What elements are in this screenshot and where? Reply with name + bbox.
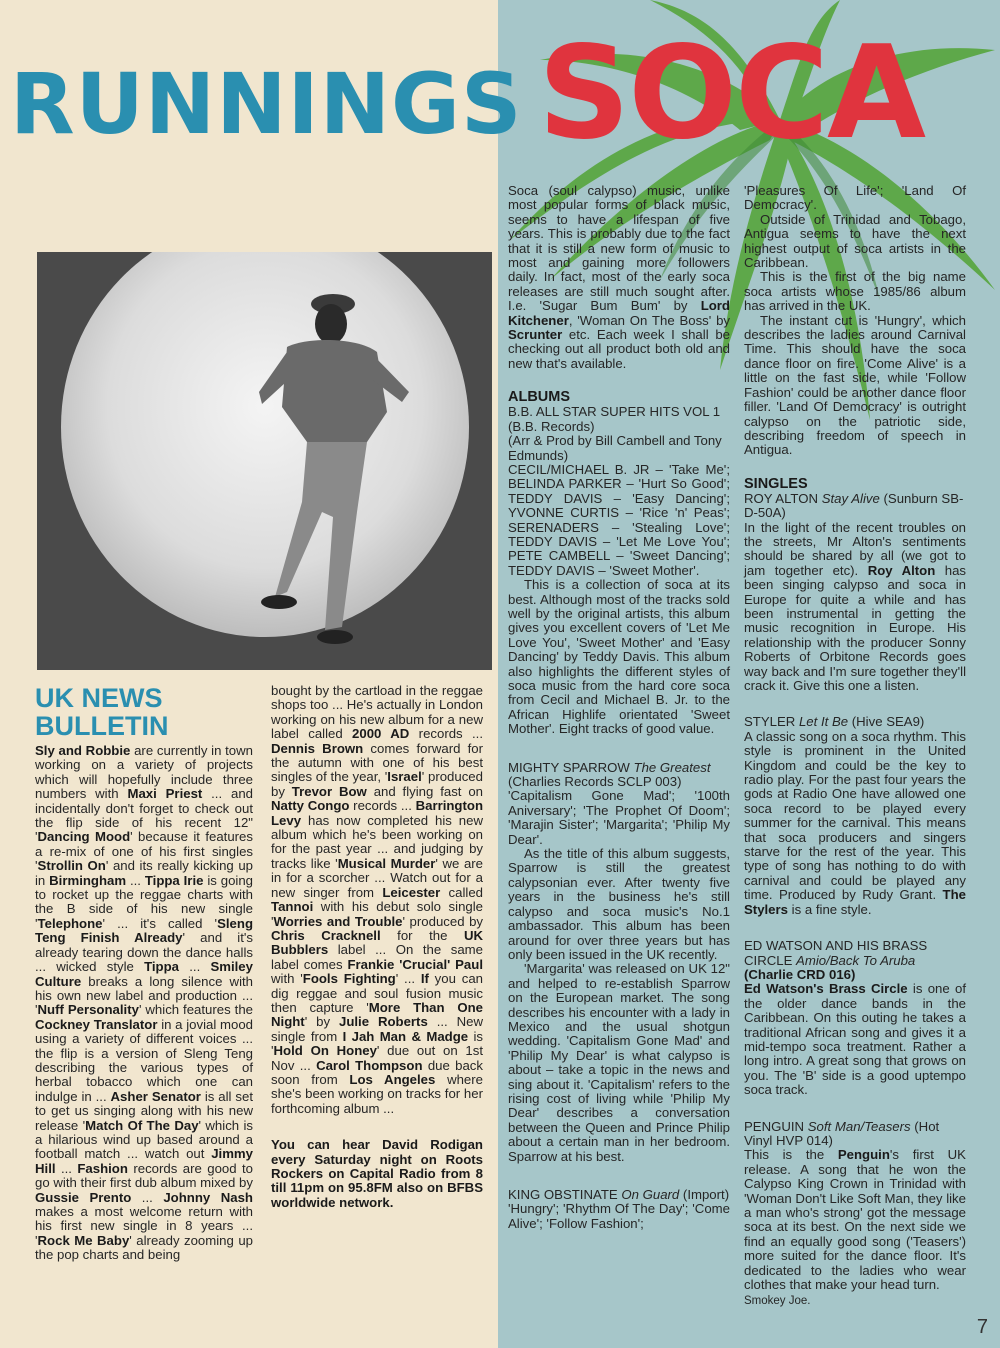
news-text: ' which features the (138, 1002, 253, 1018)
news-column-1 (35, 744, 253, 1263)
news-text: ' due out on 1st Nov ... (271, 1043, 483, 1073)
news-name: Tippa Irie (144, 872, 204, 888)
single3-header (744, 939, 966, 982)
intro-text: etc. Each week I shall be checking out all product both old and new that's available. (508, 327, 730, 371)
news-text: with his debut solo single ' (271, 899, 483, 929)
news-text: records are good to go with their first dub album mixed by (35, 1160, 253, 1191)
news-name: Tippa (144, 959, 180, 975)
news-name: Dancing Mood (37, 829, 131, 845)
album2-review-1: As the title of this album suggests, Sparrow is still the greatest calypsonian ever. After twenty five years in the business he's still calypso and soca music's No.1 ambassador. This album has been around for over three years but has only been issued in the UK recently. (508, 846, 730, 962)
news-text: ' produced by (271, 769, 483, 799)
artist-name: Ed Watson's Brass Circle (744, 981, 908, 997)
news-name: Sly and Robbie (35, 743, 131, 758)
title-soca: SOCA (538, 19, 924, 168)
news-text: ' already zooming up the pop charts and being (35, 1232, 253, 1263)
news-name: Johnny Nash (163, 1189, 253, 1205)
review-text: is one of the older dance bands in the Caribbean. On this outing he takes a traditional African song and gives it a mid-tempo soca treatment. Rather a long intro. A great song that grows on you. The 'B' side is a good uptempo soca track. (744, 981, 966, 1098)
single1-review (744, 521, 966, 694)
news-name: Barrington Levy (271, 798, 483, 828)
album3-review-3: The instant cut is 'Hungry', which describes the ladies around Carnival Time. This should have the soca dance floor on fire. 'Come Alive' is a little on the fast side, while 'Follow Fashion' could be another dance floor filler. 'Land Of Democracy' is outright calypso on the patriotic side, describing freedom of speech in Antigua. (744, 312, 966, 458)
news-text: for the (380, 927, 464, 943)
news-text: ... New single from (271, 1014, 483, 1044)
album3-title: On Guard (621, 1187, 680, 1202)
news-name: Hold On Honey (273, 1043, 377, 1059)
review-text: is a fine style. (788, 901, 872, 917)
news-text: are currently in town working on a variety of projects which will hopefully include three numbers with (35, 743, 253, 802)
news-name: Maxi Priest (127, 786, 203, 802)
single4-review (744, 1148, 966, 1292)
news-text: due back soon from (271, 1057, 483, 1087)
news-name: Carol Thompson (316, 1057, 423, 1073)
single1-label: (Sunburn SB-D-50A) (744, 490, 964, 521)
news-text: ' produced by (402, 913, 483, 929)
news-name: Natty Congo (271, 798, 350, 814)
review-text: 's first UK release. A song that he won the Calypso King Crown in Trinidad with 'Woman Don't Like Soft Man, they like a man who's strong' got the message soca at its best. On the next side we find an equally good song ('Teasers') more suited for the dance floor. It's dedicated to the ladies who wear clothes that make your head turn. (744, 1147, 966, 1293)
album3-tracks-cont: 'Pleasures Of Life'; 'Land Of Democracy'. (744, 183, 966, 213)
news-text: label ... On the same label comes (271, 942, 483, 972)
single2-title: Let It Be (798, 714, 849, 730)
news-text: breaks a long silence with his own new label and production ... ' (35, 973, 253, 1018)
news-name: Fashion (77, 1160, 128, 1176)
news-text: where she's been working on tracks for her forthcoming album ... (271, 1071, 483, 1116)
news-text: ' ... (395, 971, 421, 987)
news-text: ' ... it's called ' (102, 915, 218, 931)
news-text: in a jovial mood using a variety of different voices ... the flip is a version of Sleng Teng describing the various types of herbal tobacco which one can indulge in ... (35, 1016, 254, 1104)
single2-artist: STYLER (744, 714, 799, 730)
artist-name: Lord Kitchener (508, 298, 730, 328)
single4-header (744, 1120, 966, 1149)
news-name: Tannoi (271, 899, 314, 915)
news-text: ' and it's already tearing down the dance halls ... wicked style (35, 930, 253, 975)
news-name: 2000 AD (352, 726, 410, 742)
news-text: ... (126, 872, 145, 888)
news-text: makes a most welcome return with his first new single in 8 years ... ' (35, 1204, 253, 1248)
news-name: UK Bubblers (271, 927, 484, 958)
intro-text: , 'Woman On The Boss' by (568, 312, 730, 328)
news-text: records ... (349, 798, 416, 814)
news-text: ' which is a hilarious wind up based around a football match ... watch out (35, 1117, 253, 1162)
author-byline: Smokey Joe. (744, 1295, 811, 1308)
news-text: ' because it features a re-mix of one of his first singles ' (35, 829, 253, 874)
news-name: Frankie 'Crucial' Paul (347, 956, 483, 972)
news-text: and flying fast on (366, 783, 483, 799)
news-name: Rock Me Baby (37, 1232, 130, 1248)
album1-title: B.B. ALL STAR SUPER HITS VOL 1 (B.B. Records) (508, 404, 721, 434)
album3-artist: KING OBSTINATE (508, 1187, 622, 1202)
news-name: Telephone (37, 915, 103, 931)
title-runnings: RUNNINGS (10, 55, 523, 153)
news-name: Chris Cracknell (271, 927, 381, 943)
news-name: Trevor Bow (291, 783, 367, 799)
single4-label: (Hot Vinyl HVP 014) (744, 1118, 940, 1148)
news-text: called (440, 884, 484, 900)
review-text: This is the (744, 1147, 838, 1163)
news-name: Los Angeles (349, 1071, 436, 1087)
news-col2-text (271, 684, 483, 1116)
single1-header (744, 492, 966, 521)
news-name: More Than One Night (271, 999, 484, 1030)
album2-tracks: 'Capitalism Gone Mad'; '100th Aniversary'; 'The Prophet Of Doom'; 'Marajin Sister'; 'Margarita'; 'Philip My Dear'. (508, 788, 730, 847)
news-name: Fools Fighting (302, 971, 396, 987)
news-name: If (420, 971, 429, 987)
intro-text: Soca (soul calypso) music, unlike most popular forms of black music, seems to have a lifespan of five years. This is probably due to the fact that it is still a new form of music to most and gaining more followers daily. In fact, most of the early soca releases are still much sought after. I.e. 'Sugar Bum Bum' by (508, 183, 730, 314)
album2-review-2: 'Margarita' was released on UK 12" and helped to re-establish Sparrow on the European market. The song describes his encounter with a lady in Mexico and the usual shotgun wedding. 'Capitalism Gone Mad' and 'Philip My Dear' is what calypso is about – take a topic in the news and sing about it. 'Capitalism' refers to the rising cost of living while 'Philip My Dear' describes a conversation between the Queen and Prince Philip about a certain man in her bedroom. Sparrow at his best. (508, 961, 730, 1164)
performer-photo (37, 252, 492, 670)
single3-title: Amio/Back To Aruba (796, 952, 916, 968)
album2-artist: MIGHTY SPARROW (508, 759, 634, 775)
news-text: has now completed his new album which he's been working on for the past year ... and judging by tracks like ' (271, 812, 483, 871)
news-text: comes forward for the autumn with one of his best singles of the year, ' (271, 740, 484, 785)
news-name: Smiley Culture (35, 959, 253, 989)
albums-heading: ALBUMS (508, 389, 571, 406)
soca-column-1 (508, 184, 730, 1231)
news-name: Cockney Translator (35, 1016, 158, 1032)
news-text: bought by the cartload in the reggae shops too ... He's actually in London working on his new album for a new label called (271, 683, 483, 742)
news-col1-text (35, 744, 253, 1263)
news-name: Julie Roberts (338, 1014, 428, 1030)
news-bulletin-title: UK NEWS BULLETIN (35, 683, 169, 741)
album1-tracks: CECIL/MICHAEL B. JR – 'Take Me'; BELINDA PARKER – 'Hurt So Good'; TEDDY DAVIS – 'Easy Dancing'; YVONNE CURTIS – 'Rice 'n' Peas'; SERENADERS – 'Stealing Love'; TEDDY DAVIS – 'Let Me Love You'; PETE CAMBELL – 'Sweet Dancing'; TEDDY DAVIS – 'Sweet Mother'. (508, 461, 730, 578)
news-text: is ' (271, 1028, 483, 1059)
review-text: A classic song on a soca rhythm. This style is prominent in the United Kingdom and could be the key to radio play. For the past four years the gods at Radio One have allowed one soca record to be played every summer for the carnival. This means that soca producers and singers starve for the rest of the year. This type of song has nothing to do with carnival and could be played any time. Produced by Rudy Grant. (744, 728, 966, 903)
performer-photo-image (37, 252, 492, 670)
review-text: In the light of the recent troubles on the streets, Mr Alton's sentiments should be shared by all (we got to jam together etc). (744, 519, 966, 578)
news-name: Dennis Brown (271, 740, 364, 756)
news-name: Israel (387, 769, 422, 785)
news-text: with ' (271, 971, 303, 987)
news-text: is going to rocket up the reggae charts with the B side of his new single ' (35, 872, 253, 931)
single3-review (744, 982, 966, 1097)
news-text: ' we are in for a scorcher ... Watch out for a new singer from (271, 855, 483, 900)
artist-name: Scrunter (508, 327, 563, 343)
news-name: Sleng Teng Finish Already (35, 915, 253, 946)
album2-label: (Charlies Records SCLP 003) (508, 774, 682, 790)
news-name: Birmingham (49, 872, 127, 888)
singles-heading: SINGLES (744, 475, 808, 492)
soca-column-2 (744, 184, 966, 1309)
news-name: Leicester (382, 884, 441, 900)
news-name: Match Of The Day (85, 1117, 199, 1133)
artist-name: The Stylers (744, 887, 966, 917)
news-name: Worries and Trouble (273, 913, 403, 929)
artist-name: Penguin (837, 1147, 890, 1163)
news-text: ... (55, 1160, 78, 1176)
album3-label: (Import) (679, 1187, 730, 1202)
news-text: ... (179, 959, 211, 975)
single1-title: Stay Alive (821, 490, 880, 506)
album2-title: The Greatest (633, 759, 711, 775)
news-name: Nuff Personality (37, 1002, 139, 1018)
artist-name: Roy Alton (867, 562, 936, 578)
album3-header (508, 1188, 730, 1202)
news-name: Musical Murder (337, 855, 436, 871)
news-text: is all set to get us singing along with his new release ' (35, 1088, 253, 1133)
soca-intro (508, 184, 730, 371)
single2-header (744, 715, 966, 729)
news-column-2 (271, 684, 483, 1210)
news-text: ... (131, 1189, 164, 1205)
radio-note: You can hear David Rodigan every Saturday night on Roots Rockers on Capital Radio from 8 till 11pm on 95.8FM also on BFBS worldwide network. (271, 1137, 483, 1210)
news-text: you can dig reggae and soul fusion music then capture ' (271, 971, 483, 1015)
review-text: has been singing calypso and soca in Europe for quite a while and has been instrumental in getting the music recognition in Europe. His relationship with the producer Sonny Roberts of Orbitone Records goes way back and I'm sure together they'll crack it. Give this one a listen. (744, 562, 966, 693)
news-name: Asher Senator (110, 1088, 201, 1104)
news-name: Jimmy Hill (35, 1146, 253, 1176)
news-name: I Jah Man & Madge (342, 1028, 469, 1044)
news-text: ' and its really kicking up in (35, 858, 253, 888)
single4-artist: PENGUIN (744, 1118, 808, 1134)
single1-artist: ROY ALTON (744, 490, 822, 506)
news-name: Gussie Prento (35, 1189, 132, 1205)
single3-label: (Charlie CRD 016) (744, 966, 856, 982)
album3-review-2: This is the first of the big name soca artists whose 1985/86 album has arrived in the UK. (744, 269, 966, 314)
news-text: ... and incidentally don't forget to check out the flip side of his recent 12" ' (35, 786, 253, 845)
album1-credits: (Arr & Prod by Bill Cambell and Tony Edmunds) (508, 433, 722, 463)
news-name: Strollin On (37, 858, 106, 874)
single4-title: Soft Man/Teasers (807, 1118, 911, 1134)
single2-label: (Hive SEA9) (848, 714, 925, 730)
page-number: 7 (976, 1316, 988, 1338)
album3-review-1: Outside of Trinidad and Tobago, Antigua seems to have the next highest output of soca artists in the Caribbean. (744, 211, 966, 271)
news-text: ' by (304, 1014, 339, 1030)
album3-tracks: 'Hungry'; 'Rhythm Of The Day'; 'Come Alive'; 'Follow Fashion'; (508, 1201, 730, 1231)
album2-header (508, 761, 730, 790)
news-text: records ... (409, 726, 483, 742)
single3-artist: ED WATSON AND HIS BRASS CIRCLE (744, 938, 928, 968)
single2-review (744, 730, 966, 917)
album1-review: This is a collection of soca at its best. Although most of the tracks sold well by the original artists, this album gives you excellent covers of 'Let Me Love You', 'Sweet Mother' and 'Easy Dancing' by Teddy Davis. This album also highlights the different styles of soca music from the hard core soca from Cecil and Michael B. Jr. to the African Highlife orientated 'Sweet Mother'. Eight tracks of good value. (508, 577, 730, 737)
